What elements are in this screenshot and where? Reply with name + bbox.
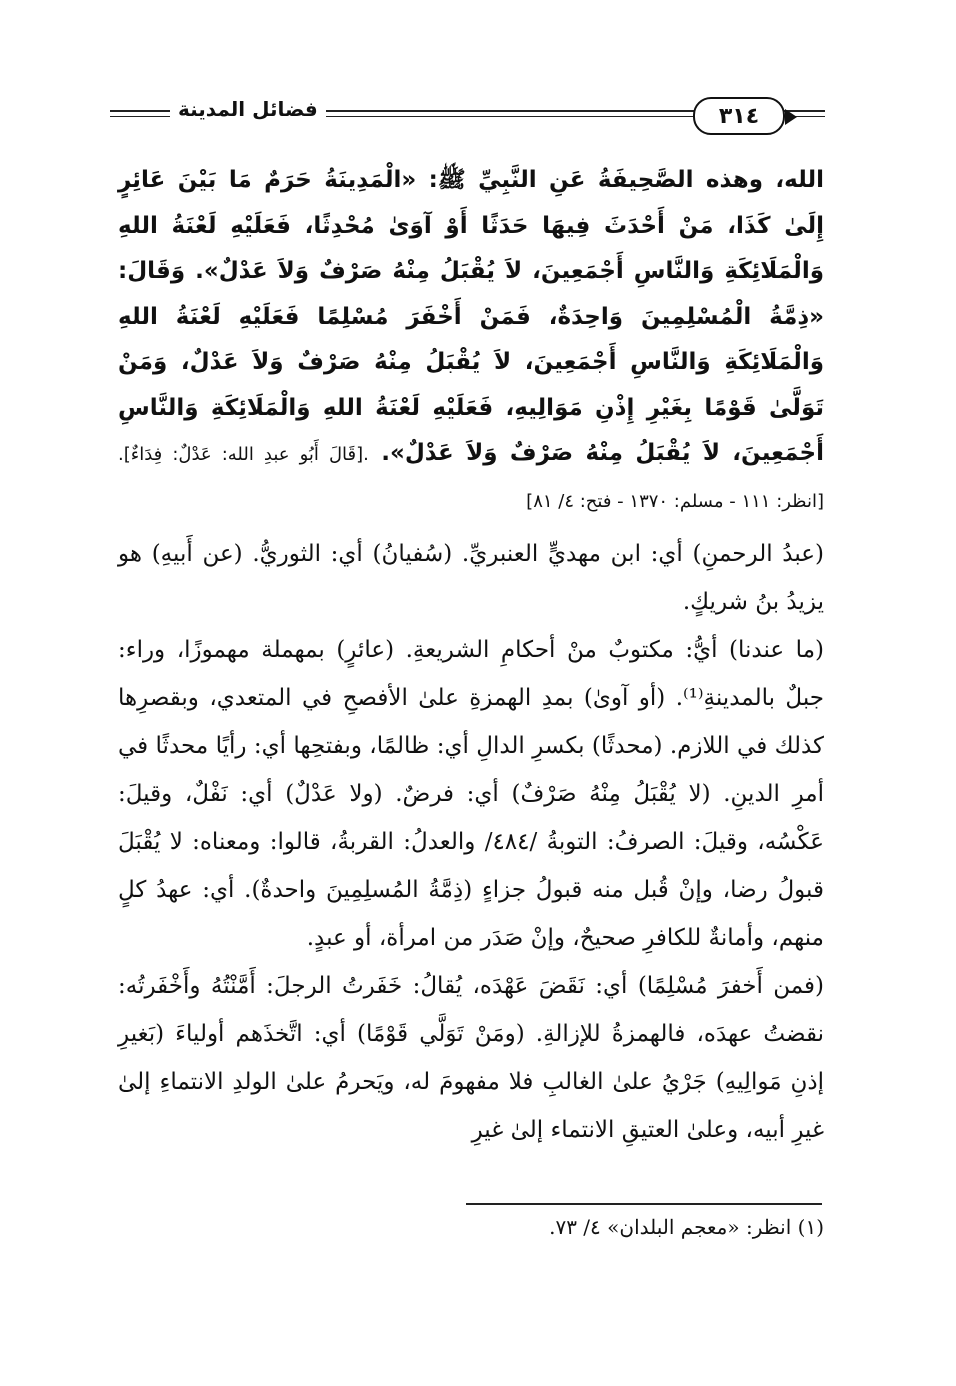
commentary-paragraph: (عبدُ الرحمنِ) أي: ابن مهديٍّ العنبريِّ. (سُفيانُ) أي: الثوريُّ. (عن أَبيهِ) هو يزيدُ بنُ شريكٍ. [118,541,824,615]
running-title: فضائل المدينة [170,97,326,121]
hadith-text [118,158,824,524]
hadith-reference: .[قَالَ أَبُو عبدِ الله: عَدْلٌ: فِدَاءٌ]. [انظر: ١١١ - مسلم: ١٣٧٠ - فتح: ٤/ ٨١] [118,444,824,512]
page-header [110,95,825,135]
page-number: ٣١٤ [693,97,785,135]
hadith-matn: الله، وهذه الصَّحِيفَةُ عَنِ النَّبِيِّ ﷺ: «الْمَدِينَةُ حَرَمٌ مَا بَيْنَ عَائِرٍ إِلَىٰ كَذَا، مَنْ أَحْدَثَ فِيهَا حَدَثًا أَوْ آوَىٰ مُحْدِثًا، فَعَلَيْهِ لَعْنَةُ اللهِ وَالْمَلَائِكَةِ وَالنَّاسِ أَجْمَعِينَ، لاَ يُقْبَلُ مِنْهُ صَرْفٌ وَلاَ عَدْلٌ». وَقَالَ: «ذِمَّةُ الْمُسْلِمِينَ وَاحِدَةٌ، فَمَنْ أَخْفَرَ مُسْلِمًا فَعَلَيْهِ لَعْنَةُ اللهِ وَالْمَلَائِكَةِ وَالنَّاسِ أَجْمَعِينَ، لاَ يُقْبَلُ مِنْهُ صَرْفٌ وَلاَ عَدْلٌ، وَمَنْ تَوَلَّىٰ قَوْمًا بِغَيْرِ إِذْنِ مَوَالِيهِ، فَعَلَيْهِ لَعْنَةُ اللهِ وَالْمَلَائِكَةِ وَالنَّاسِ أَجْمَعِينَ، لاَ يُقْبَلُ مِنْهُ صَرْفٌ وَلاَ عَدْلٌ». [118,167,824,466]
footnote-rule [466,1203,822,1205]
page-body [118,158,824,1154]
footnote: (١) انظر: «معجم البلدان» ٤/ ٧٣. [549,1215,824,1239]
commentary-paragraph: (فمن أَخفرَ مُسْلِمًا) أي: نَقَضَ عَهْدَه، يُقالُ: خَفَرتُ الرجلَ: أَمَّنْتُهُ وأَخْفَرتُه: نقضتُ عهدَه، فالهمزةُ للإزالةِ. (ومَنْ تَوَلَّي قَوْمًا) أي: اتَّخذَهم أولياءَ (بَغيرِ إذنِ مَوالِيهِ) جَرْيُ علىٰ الغالبِ فلا مفهومَ له، ويَحرمُ علىٰ الولدِ الانتماءِ إلىٰ غيرِ أبيه، وعلىٰ العتيقِ الانتماء إلىٰ غيرِ [118,973,824,1143]
commentary-paragraph: (ما عندنا) أيُّ: مكتوبٌ منْ أحكامِ الشريعةِ. (عائرٍ) بمهملة مهموزًا، وراء: جبلٌ بالمدينةِ⁽¹⁾. (أو آوىٰ) بمدِ الهمزةِ علىٰ الأفصحِ في المتعدي، وبقصرِها كذلك في اللازم. (محدثًا) بكسرِ الدالِ أي: ظالمًا، وبفتحِها أي: رأيًا محدثًا في أمرِ الدينِ. (لا يُقْبَلُ مِنْهُ صَرْفٌ) أي: فرضٌ. (ولا عَدْلٌ) أي: نَفْلٌ، وقيلَ: عَكْسُه، وقيلَ: الصرفُ: التوبةُ /٤٨٤/ والعدلُ: القربةُ، قالوا: ومعناه: لا يُقْبَلَ قبولُ رضا، وإنْ قُبل منه قبولُ جزاءٍ (ذِمَّةُ المُسلِمِينَ واحدةٌ). أي: عهدُ كلٍ منهم، وأمانةٌ للكافرِ صحيحٌ، وإنْ صَدَر من امرأة، أو عبدٍ. [118,637,825,951]
